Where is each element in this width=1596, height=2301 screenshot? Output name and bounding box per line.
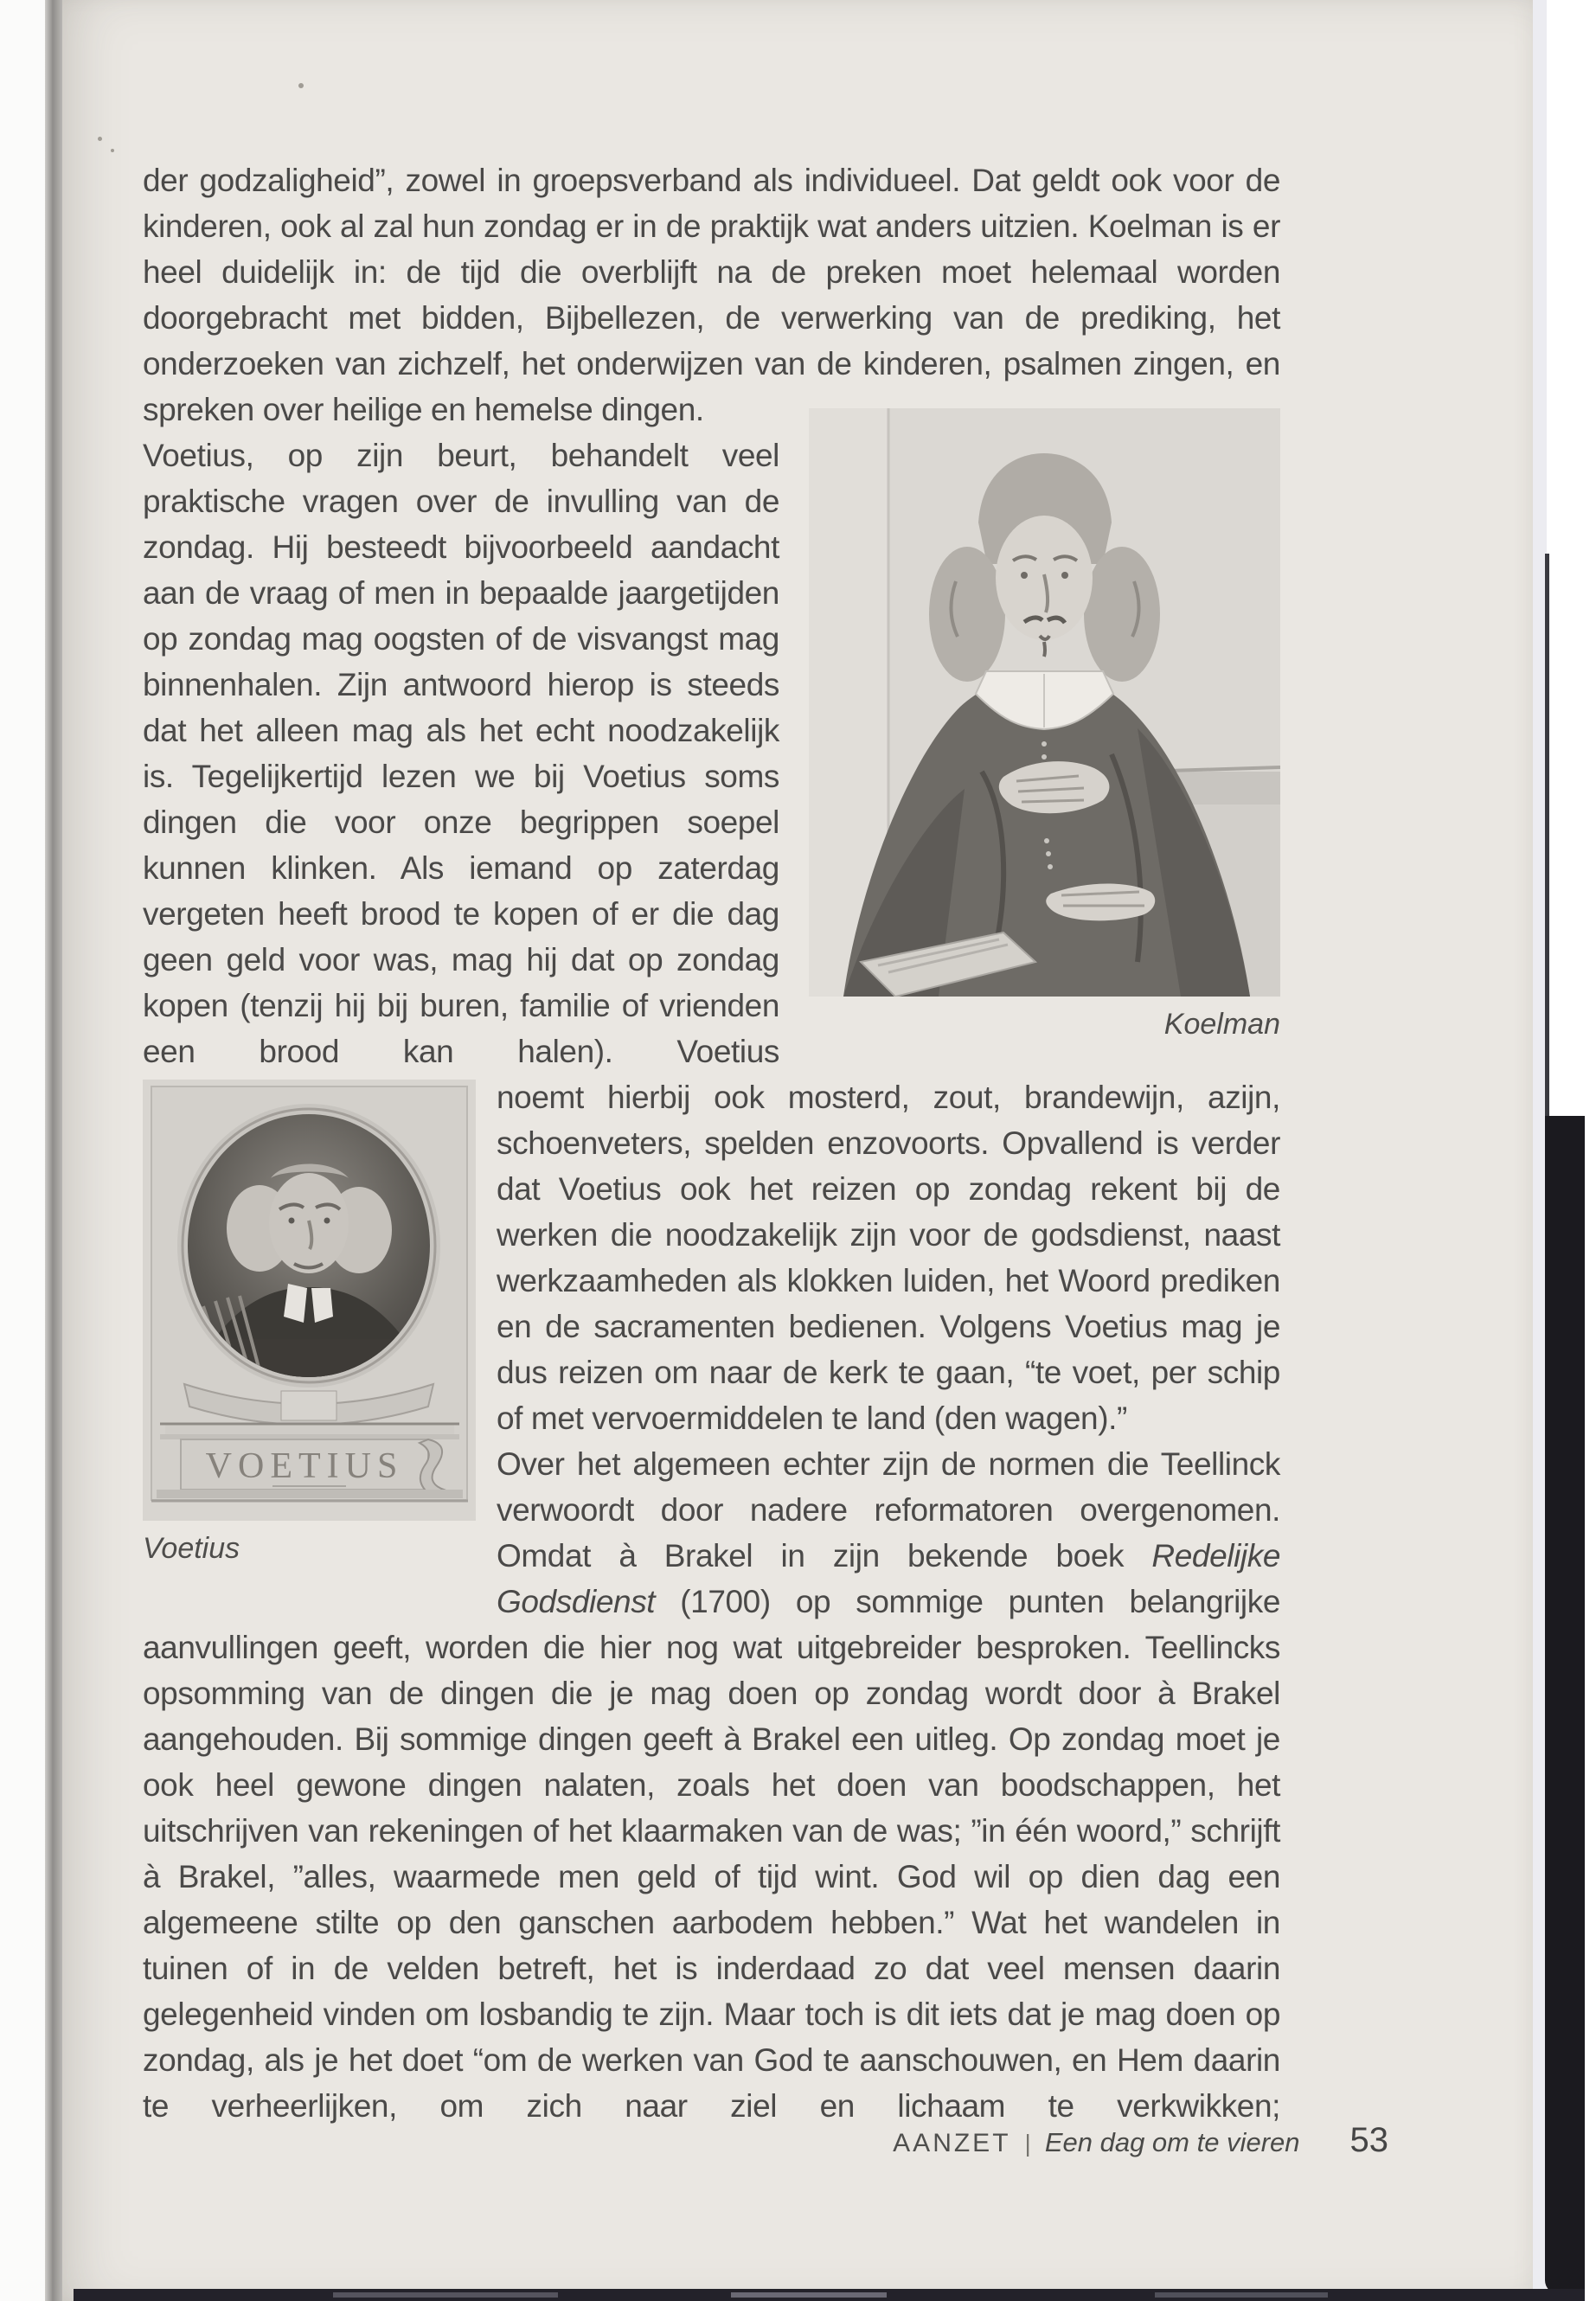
journal-name: AANZET	[893, 2129, 1011, 2157]
page-text-block	[143, 157, 1280, 2129]
voetius-portrait-image	[143, 1080, 476, 1521]
photo-bottom-border	[74, 2289, 1585, 2301]
book-page	[62, 0, 1533, 2301]
section-koelman-wrap	[143, 433, 1280, 1074]
bottom-border-segment	[333, 2292, 558, 2298]
page-footer	[143, 2121, 1388, 2160]
koelman-caption: Koelman	[1163, 1008, 1280, 1041]
bottom-border-segment	[731, 2292, 887, 2298]
voetius-plinth-label: VOETIUS	[205, 1446, 404, 1486]
koelman-engraving	[809, 408, 1280, 997]
photo-left-margin	[0, 0, 45, 2301]
book-title-redelijke-godsdienst: Redelijke Godsdienst	[497, 1538, 1280, 1619]
voetius-figure	[143, 1080, 476, 1612]
page-number: 53	[1349, 2121, 1388, 2159]
bottom-border-segment	[1155, 2292, 1328, 2298]
paragraph-godzaligheid: der godzaligheid”, zowel in groepsverband als individueel. Dat geldt ook voor de kinderen, ook al zal hun zondag er in de praktijk wat anders uitzien. Koelman is er heel duidelijk in: de tijd die overblijft na de preken moet helemaal worden doorgebracht met bidden, Bijbellezen, de verwerking van de prediking, het onderzoeken van zichzelf, het onderwijzen van de kinderen, psalmen zingen, en spreken over heilige en hemelse dingen.	[143, 163, 1280, 427]
photo-right-margin	[1585, 0, 1596, 2301]
paragraph-brakel-uitleg: aanvullingen geeft, worden die hier nog wat uitgebreider besproken. Teellincks opsomming van de dingen die je mag doen op zondag wordt door à Brakel aangehouden. Bij sommige dingen geeft à Brakel een uitleg. Op zondag moet je ook heel gewone dingen nalaten, zoals het doen van boodschappen, het uitschrijven van rekeningen of het klaarmaken van de was; ”in één woord,” schrijft à Brakel, ”alles, waarmede men geld of tijd wint. God wil op dien dag een algemeene stilte op den ganschen aarbodem hebben.” Wat het wandelen in tuinen of in de velden betreft, het is inderdaad zo dat veel mensen daarin gelegenheid vinden om losbandig te zijn. Maar toch is dit iets dat je mag doen op zondag, als je het doet “om de werken van God te aanschouwen, en Hem daarin te verheerlijken, om zich naar ziel en lichaam te verkwikken;	[143, 1630, 1280, 2124]
koelman-portrait-image	[809, 408, 1280, 997]
section-voetius-wrap	[143, 1074, 1280, 1625]
scan-speck	[98, 137, 102, 141]
voetius-caption: Voetius	[143, 1532, 240, 1565]
photo-right-border-thin	[1545, 554, 1549, 1125]
paragraph-teellinck-post: (1700) op sommige punten belangrijke	[655, 1584, 1280, 1619]
footer-separator: |	[1024, 2130, 1031, 2157]
paragraph-mosterd: noemt hierbij ook mosterd, zout, brandewijn, azijn, schoenveters, spelden enzovoorts. Opvallend is verder dat Voetius ook het reizen op zondag rekent bij de werken die noodzakelijk zijn voor de godsdienst, naast werkzaamheden als klokken luiden, het Woord prediken en de sacramenten bedienen. Volgens Voetius mag je dus reizen om naar de kerk te gaan, “te voet, per schip of met vervoermiddelen te land (den wagen).”	[497, 1080, 1280, 1436]
voetius-engraving	[143, 1080, 476, 1521]
book-gutter-shadow	[45, 0, 62, 2301]
koelman-figure	[809, 408, 1280, 1043]
scan-speck	[111, 149, 114, 152]
scan-speck	[298, 83, 304, 88]
photo-right-border	[1545, 1116, 1585, 2294]
paragraph-voetius-vragen: Voetius, op zijn beurt, behandelt veel praktische vragen over de invulling van de zondag. Hij besteedt bijvoorbeeld aandacht aan de vraag of men in bepaalde jaargetijden op zondag mag oogsten of de visvangst mag binnenhalen. Zijn antwoord hierop is steeds dat het alleen mag als het echt noodzakelijk is. Tegelijkertijd lezen we bij Voetius soms dingen die voor onze begrippen soepel kunnen klinken. Als iemand op zaterdag vergeten heeft brood te kopen of er die dag geen geld voor was, mag hij dat op zondag kopen (tenzij hij bij buren, familie of vrienden een brood kan halen). Voetius	[143, 438, 779, 1069]
article-title: Een dag om te vieren	[1044, 2127, 1300, 2157]
paragraph-teellinck-pre: Over het algemeen echter zijn de normen die Teellinck verwoordt door nadere reformatoren overgenomen. Omdat à Brakel in zijn bekende boek	[497, 1446, 1280, 1574]
